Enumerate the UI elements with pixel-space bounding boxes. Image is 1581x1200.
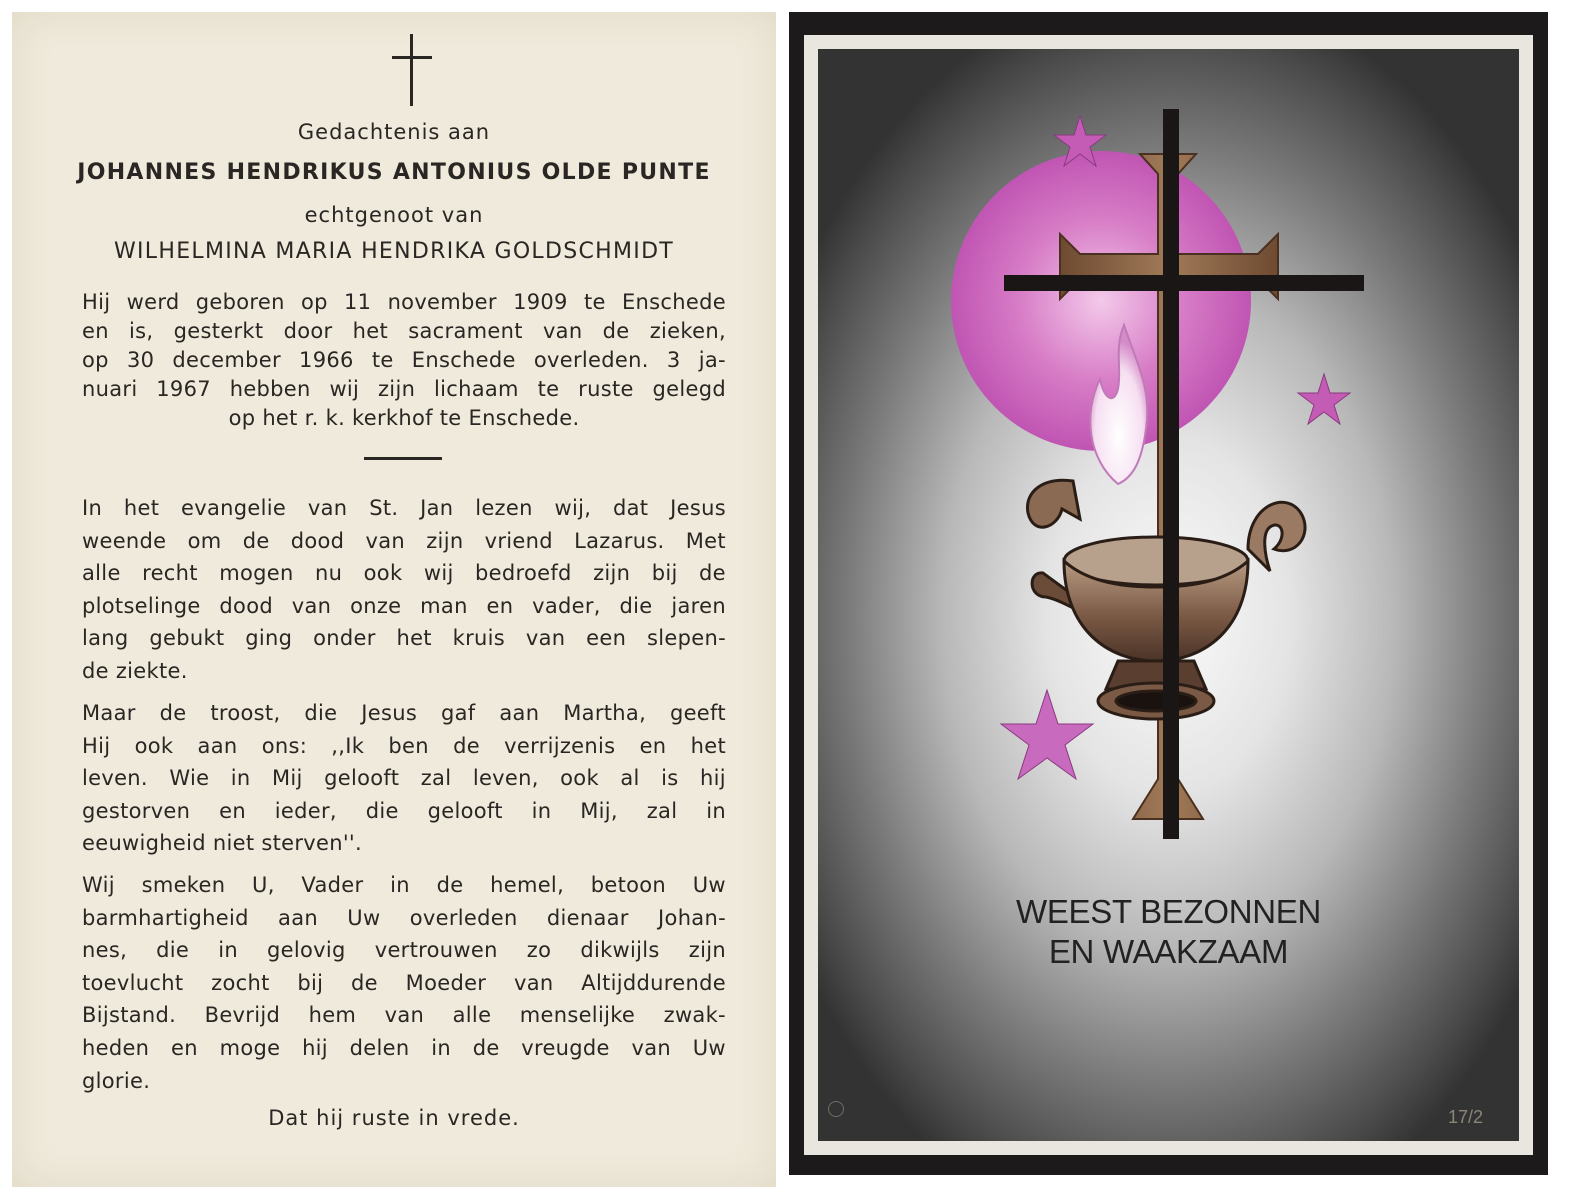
text-line: op 30 december 1966 te Enschede overleden. 3 ja- — [82, 348, 726, 372]
prayer-paragraph — [82, 869, 726, 1097]
publisher-mark-icon — [828, 1101, 844, 1117]
text-line: op het r. k. kerkhof te Enschede. — [228, 406, 580, 430]
consolation-paragraph — [82, 697, 726, 860]
text-line: plotselinge dood van onze man en vader, die jaren — [82, 593, 726, 618]
memorial-picture-card — [789, 12, 1548, 1175]
text-line: alle recht mogen nu ook wij bedroefd zijn bij de — [82, 561, 726, 586]
text-line: eeuwigheid niet sterven''. — [82, 831, 362, 856]
text-line: nes, die in gelovig vertrouwen zo dikwijls zijn — [82, 938, 726, 963]
illustration-panel — [818, 49, 1519, 1141]
memorial-text-card — [12, 12, 776, 1187]
relation-label: echtgenoot van — [304, 203, 484, 227]
motto-line-2: EN WAAKZAAM — [1048, 933, 1289, 970]
divider — [364, 457, 442, 460]
text-line: heden en moge hij delen in de vreugde van Uw — [82, 1035, 726, 1060]
text-line: en is, gesterkt door het sacrament van de zieken, — [82, 319, 726, 343]
motto-line-1: WEEST BEZONNEN — [1015, 893, 1322, 930]
text-line: toevlucht zocht bij de Moeder van Altijddurende — [82, 970, 726, 995]
deceased-name: JOHANNES HENDRIKUS ANTONIUS OLDE PUNTE — [77, 160, 711, 185]
text-line: In het evangelie van St. Jan lezen wij, dat Jesus — [82, 496, 726, 520]
text-line: Bijstand. Bevrijd hem van alle menselijke zwak- — [82, 1003, 726, 1028]
text-line: Wij smeken U, Vader in de hemel, betoon Uw — [82, 873, 726, 897]
bio-paragraph — [82, 288, 726, 433]
text-line: weende om de dood van zijn vriend Lazarus. Met — [82, 528, 726, 553]
text-line: nuari 1967 hebben wij zijn lichaam te ruste gelegd — [82, 377, 726, 401]
star-icon — [1001, 690, 1093, 779]
text-line: barmhartigheid aan Uw overleden dienaar Johan- — [82, 905, 726, 930]
cross-lamp-illustration — [818, 49, 1519, 1141]
text-line: leven. Wie in Mij gelooft zal leven, ook al is hij — [82, 766, 726, 791]
text-line: glorie. — [82, 1068, 151, 1093]
text-line: gestorven en ieder, die gelooft in Mij, zal in — [82, 798, 726, 823]
black-cross-vertical — [1163, 109, 1179, 839]
text-line: Maar de troost, die Jesus gaf aan Martha, geeft — [82, 701, 726, 725]
spouse-name: WILHELMINA MARIA HENDRIKA GOLDSCHMIDT — [113, 239, 675, 264]
star-icon — [1298, 374, 1350, 424]
black-cross-horizontal — [1004, 275, 1364, 291]
cross-icon — [392, 34, 432, 106]
series-code: 17/2 — [1448, 1107, 1484, 1127]
heading: Gedachtenis aan — [297, 120, 491, 144]
gospel-paragraph — [82, 492, 726, 688]
text-line: lang gebukt ging onder het kruis van een slepen- — [82, 626, 726, 651]
text-line: de ziekte. — [82, 658, 188, 683]
text-line: Hij werd geboren op 11 november 1909 te Enschede — [82, 290, 726, 314]
text-line: Hij ook aan ons: ,,Ik ben de verrijzenis en het — [82, 733, 726, 758]
closing-line: Dat hij ruste in vrede. — [268, 1106, 520, 1130]
